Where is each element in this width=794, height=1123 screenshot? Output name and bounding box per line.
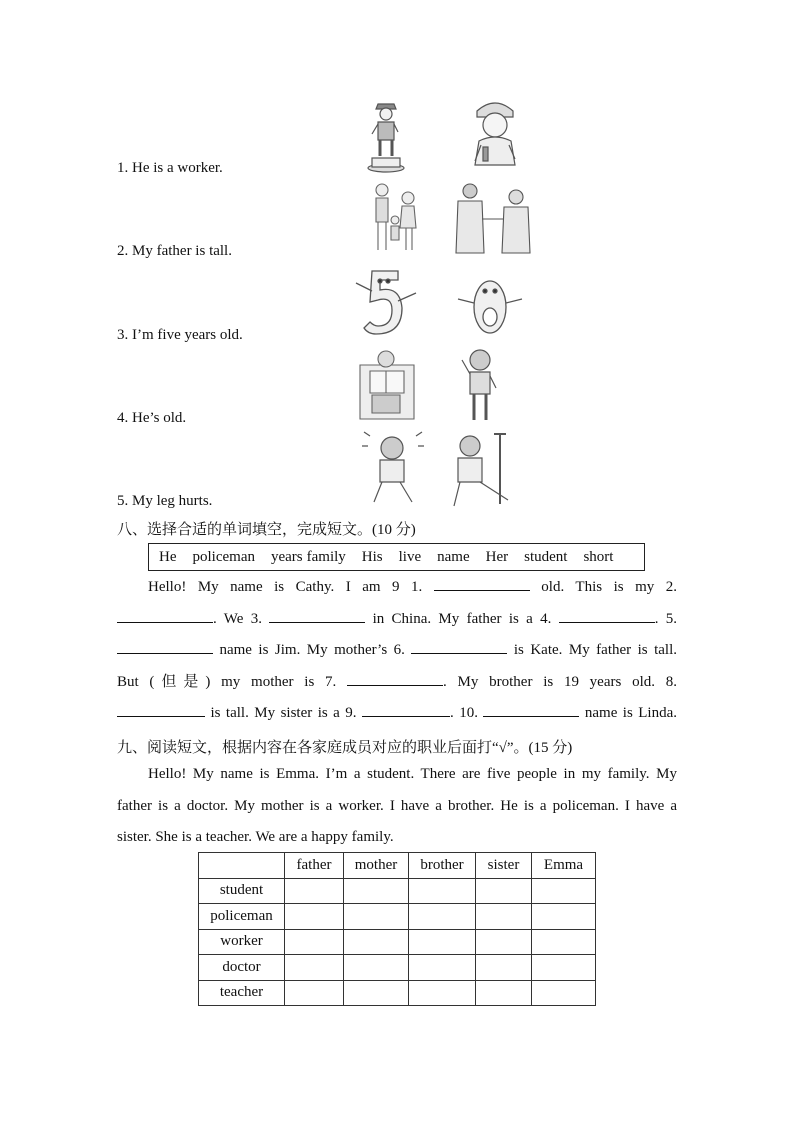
matching-item-1: 1. He is a worker. <box>117 160 223 176</box>
cloze-text: Hello! My name is Cathy. I am 9 1. <box>148 579 434 595</box>
word-bank-item: policeman <box>192 548 255 565</box>
answer-cell[interactable] <box>285 955 344 981</box>
answer-cell[interactable] <box>476 980 532 1006</box>
boy-with-crutch-image <box>446 430 520 510</box>
answer-cell[interactable] <box>409 980 476 1006</box>
blank-7[interactable] <box>347 671 443 686</box>
cloze-text: . My brother is 19 years old. 8. <box>443 673 677 690</box>
row-label: policeman <box>199 904 285 930</box>
answer-cell[interactable] <box>476 904 532 930</box>
reading-line: Hello! My name is Emma. I’m a student. There are five people in my family. My <box>148 766 677 782</box>
cloze-text: . 10. <box>449 705 484 721</box>
answer-cell[interactable] <box>285 929 344 955</box>
blank-5[interactable] <box>117 639 213 654</box>
word-bank-item: name <box>437 548 470 565</box>
row-label: teacher <box>199 980 285 1006</box>
section-8-title: 八、选择合适的单词填空，完成短文。(10 分) <box>117 522 416 538</box>
answer-cell[interactable] <box>532 980 596 1006</box>
blank-3[interactable] <box>269 608 365 623</box>
table-header-cell: mother <box>344 853 409 879</box>
two-men-talking-image <box>452 181 534 257</box>
cloze-text: name is Jim. My mother’s 6. <box>213 642 412 658</box>
word-bank-item: student <box>524 548 568 565</box>
table-header-cell: Emma <box>532 853 596 879</box>
boy-waving-image <box>458 346 502 424</box>
reading-line: sister. She is a teacher. We are a happy family. <box>117 829 394 845</box>
answer-cell[interactable] <box>344 980 409 1006</box>
answer-cell[interactable] <box>476 929 532 955</box>
cloze-text: is tall. My sister is a 9. <box>205 705 362 721</box>
table-row <box>199 904 596 930</box>
answer-cell[interactable] <box>409 929 476 955</box>
matching-item-2: 2. My father is tall. <box>117 243 232 259</box>
cloze-passage <box>117 572 677 730</box>
occupation-table <box>198 852 596 1006</box>
row-label: doctor <box>199 955 285 981</box>
family-group-image <box>368 180 424 256</box>
table-row <box>199 980 596 1006</box>
table-header-cell: father <box>285 853 344 879</box>
table-row <box>199 955 596 981</box>
blank-2[interactable] <box>117 608 213 623</box>
answer-cell[interactable] <box>344 878 409 904</box>
reading-line: father is a doctor. My mother is a worker. I have a brother. He is a policeman. I have a <box>117 797 677 814</box>
grandpa-reading-image <box>356 345 418 423</box>
answer-cell[interactable] <box>532 955 596 981</box>
table-header-cell: brother <box>409 853 476 879</box>
answer-cell[interactable] <box>476 878 532 904</box>
matching-item-4: 4. He’s old. <box>117 410 187 426</box>
cloze-text: is Kate. My father is tall. <box>507 642 678 658</box>
answer-cell[interactable] <box>476 955 532 981</box>
answer-cell[interactable] <box>409 955 476 981</box>
table-header-cell: sister <box>476 853 532 879</box>
cloze-text: in China. My father is a 4. <box>365 610 559 627</box>
number-five-image <box>350 265 424 339</box>
word-bank-item: He <box>159 548 177 565</box>
table-row <box>199 878 596 904</box>
policeman-figure-image <box>360 96 412 174</box>
table-header-row <box>199 853 596 879</box>
cloze-text: But (但是) my mother is 7. <box>117 673 348 690</box>
word-bank <box>148 543 645 571</box>
blank-10[interactable] <box>483 702 579 717</box>
cloze-text: old. This is my 2. <box>529 579 677 595</box>
blank-8[interactable] <box>117 702 205 717</box>
word-bank-item: family <box>306 548 346 565</box>
section-9-title: 九、阅读短文，根据内容在各家庭成员对应的职业后面打“√”。(15 分) <box>117 740 573 756</box>
answer-cell[interactable] <box>285 904 344 930</box>
answer-cell[interactable] <box>344 904 409 930</box>
matching-item-5: 5. My leg hurts. <box>117 493 213 509</box>
cloze-text: name is Linda. <box>579 705 678 721</box>
table-row <box>199 929 596 955</box>
answer-cell[interactable] <box>285 980 344 1006</box>
worker-boy-image <box>467 97 523 173</box>
word-bank-item: live <box>398 548 422 565</box>
word-bank-item: years <box>270 548 303 565</box>
blank-6[interactable] <box>411 639 507 654</box>
answer-cell[interactable] <box>344 929 409 955</box>
answer-cell[interactable] <box>532 878 596 904</box>
row-label: student <box>199 878 285 904</box>
table-header-cell <box>199 853 285 879</box>
answer-cell[interactable] <box>285 878 344 904</box>
reading-passage <box>117 759 677 854</box>
word-bank-item: short <box>583 548 614 565</box>
child-crying-image <box>360 430 426 510</box>
answer-cell[interactable] <box>409 878 476 904</box>
blank-9[interactable] <box>362 702 450 717</box>
cloze-text: . We 3. <box>213 610 270 627</box>
blank-1[interactable] <box>434 576 530 591</box>
word-bank-item: His <box>361 548 383 565</box>
word-bank-item: Her <box>485 548 509 565</box>
blank-4[interactable] <box>559 608 655 623</box>
answer-cell[interactable] <box>409 904 476 930</box>
answer-cell[interactable] <box>344 955 409 981</box>
matching-item-3: 3. I’m five years old. <box>117 327 243 343</box>
number-six-image <box>454 269 526 339</box>
cloze-text: . 5. <box>654 610 677 627</box>
row-label: worker <box>199 929 285 955</box>
answer-cell[interactable] <box>532 929 596 955</box>
answer-cell[interactable] <box>532 904 596 930</box>
